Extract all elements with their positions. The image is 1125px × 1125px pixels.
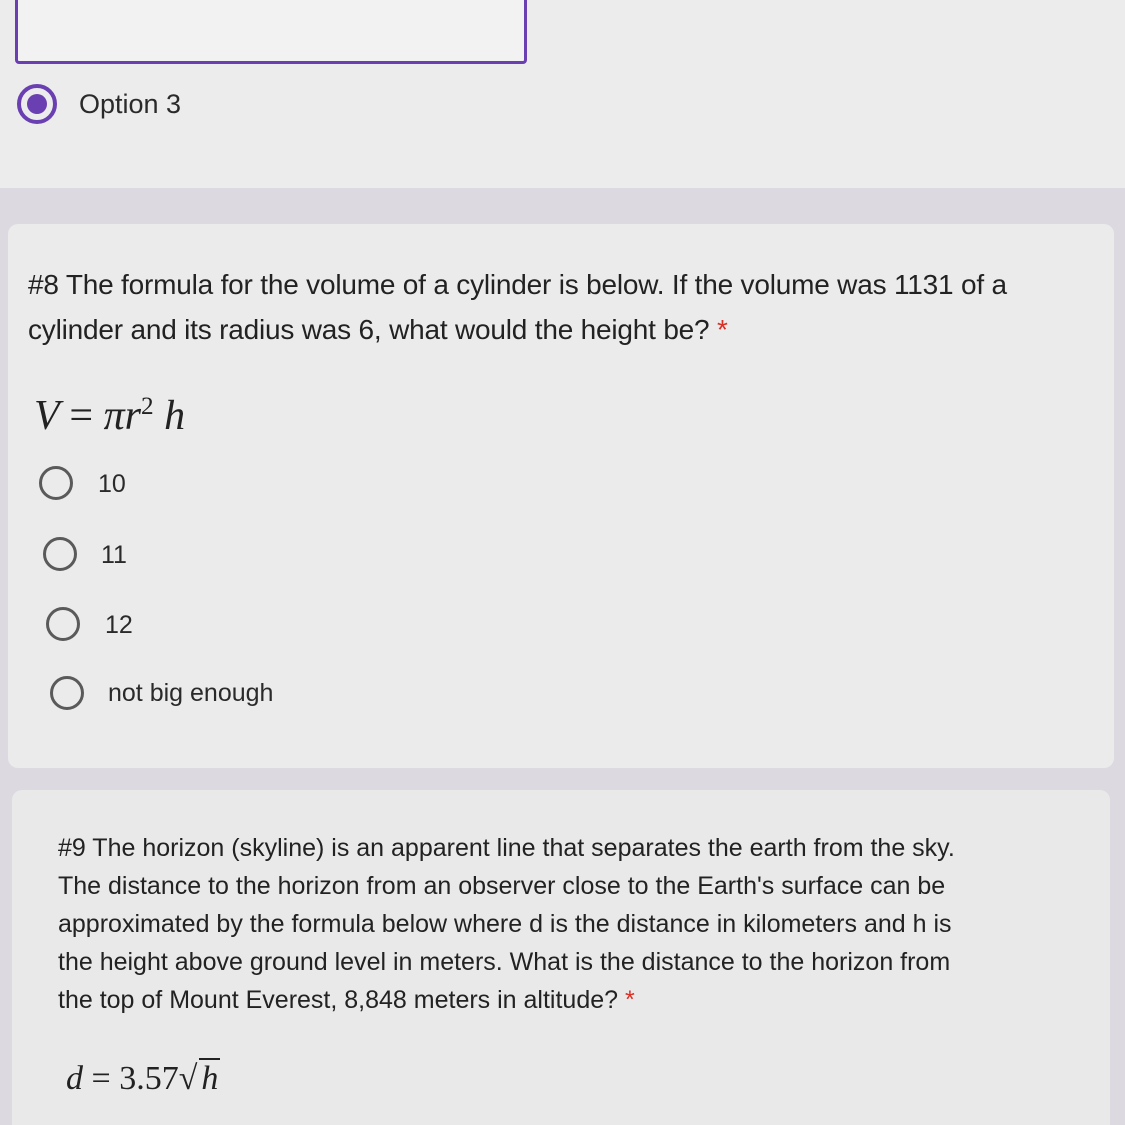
question-9-line-1: #9 The horizon (skyline) is an apparent line that separates the earth from the sky. bbox=[58, 834, 955, 862]
option-not-big-enough-label: not big enough bbox=[108, 679, 274, 707]
formula-coefficient: 3.57 bbox=[119, 1060, 179, 1097]
question-8-line-2: cylinder and its radius was 6, what would the height be? bbox=[28, 314, 710, 345]
formula-exponent: 2 bbox=[140, 393, 154, 420]
question-9-line-4: the height above ground level in meters. What is the distance to the horizon from bbox=[58, 948, 951, 976]
option-12-radio[interactable] bbox=[46, 607, 80, 641]
required-asterisk: * bbox=[625, 986, 635, 1014]
option-3-radio[interactable] bbox=[17, 84, 57, 124]
question-9-title bbox=[58, 829, 955, 1019]
question-8-line-1: #8 The formula for the volume of a cylinder is below. If the volume was 1131 of a bbox=[28, 269, 1007, 300]
option-10-label: 10 bbox=[98, 470, 126, 498]
required-asterisk: * bbox=[717, 314, 728, 345]
formula-equals: = bbox=[91, 1060, 111, 1097]
formula-pi-r: πr bbox=[103, 393, 141, 439]
question-9-line-5: the top of Mount Everest, 8,848 meters in altitude? bbox=[58, 986, 619, 1014]
option-11-label: 11 bbox=[101, 541, 127, 569]
option-12-label: 12 bbox=[105, 611, 133, 639]
horizon-distance-formula bbox=[66, 1058, 220, 1098]
other-answer-input[interactable] bbox=[15, 0, 527, 64]
option-not-big-enough-radio[interactable] bbox=[50, 676, 84, 710]
formula-equals: = bbox=[69, 393, 94, 439]
question-9-line-2: The distance to the horizon from an observer close to the Earth's surface can be bbox=[58, 872, 946, 900]
option-3-label: Option 3 bbox=[79, 89, 182, 119]
formula-radicand: h bbox=[201, 1060, 219, 1097]
square-root-icon: √ bbox=[178, 1060, 198, 1097]
option-11-radio[interactable] bbox=[43, 537, 77, 571]
formula-v: V bbox=[34, 393, 59, 439]
question-8-title bbox=[28, 262, 1007, 352]
question-9-line-3: approximated by the formula below where d is the distance in kilometers and h is bbox=[58, 910, 952, 938]
option-10-radio[interactable] bbox=[39, 466, 73, 500]
formula-d: d bbox=[66, 1060, 83, 1097]
cylinder-volume-formula bbox=[34, 392, 185, 440]
formula-h: h bbox=[164, 393, 186, 439]
